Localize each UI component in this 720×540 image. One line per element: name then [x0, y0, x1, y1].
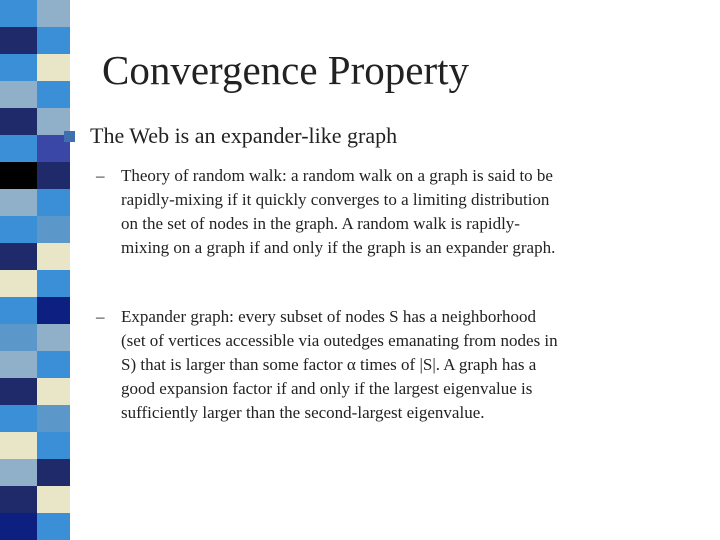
stripe-row	[0, 432, 70, 459]
stripe-cell	[37, 432, 70, 459]
stripe-cell	[0, 297, 37, 324]
stripe-cell	[0, 486, 37, 513]
stripe-row	[0, 459, 70, 486]
stripe-cell	[37, 513, 70, 540]
text-line: on the set of nodes in the graph. A random walk is rapidly-	[121, 214, 520, 233]
stripe-row	[0, 27, 70, 54]
stripe-cell	[0, 162, 37, 189]
main-bullet-text: The Web is an expander-like graph	[90, 123, 398, 148]
stripe-row	[0, 243, 70, 270]
stripe-row	[0, 0, 70, 27]
stripe-row	[0, 351, 70, 378]
stripe-cell	[0, 513, 37, 540]
stripe-cell	[0, 378, 37, 405]
stripe-cell	[37, 351, 70, 378]
stripe-cell	[0, 351, 37, 378]
stripe-cell	[0, 135, 37, 162]
text-line: (set of vertices accessible via outedges emanating from nodes in	[121, 331, 558, 350]
stripe-cell	[37, 378, 70, 405]
stripe-cell	[37, 324, 70, 351]
dash-marker: –	[96, 166, 105, 185]
stripe-cell	[0, 189, 37, 216]
stripe-cell	[37, 0, 70, 27]
stripe-cell	[0, 432, 37, 459]
stripe-cell	[37, 297, 70, 324]
stripe-cell	[37, 270, 70, 297]
stripe-cell	[37, 81, 70, 108]
stripe-row	[0, 513, 70, 540]
text-line: Expander graph: every subset of nodes S has a neighborhood	[121, 307, 536, 326]
stripe-row	[0, 324, 70, 351]
stripe-row	[0, 108, 70, 135]
stripe-row	[0, 189, 70, 216]
text-line: sufficiently larger than the second-largest eigenvalue.	[121, 403, 485, 422]
stripe-cell	[0, 0, 37, 27]
stripe-cell	[0, 216, 37, 243]
stripe-row	[0, 297, 70, 324]
stripe-row	[0, 54, 70, 81]
stripe-row	[0, 135, 70, 162]
stripe-cell	[37, 405, 70, 432]
square-bullet-icon	[64, 131, 75, 142]
decorative-stripe-bar	[0, 0, 70, 540]
stripe-cell	[0, 270, 37, 297]
text-line: good expansion factor if and only if the largest eigenvalue is	[121, 379, 533, 398]
text-line: mixing on a graph if and only if the graph is an expander graph.	[121, 238, 556, 257]
stripe-cell	[37, 27, 70, 54]
text-line: S) that is larger than some factor α times of |S|. A graph has a	[121, 355, 537, 374]
stripe-cell	[37, 459, 70, 486]
stripe-cell	[37, 189, 70, 216]
stripe-cell	[0, 54, 37, 81]
stripe-cell	[37, 486, 70, 513]
stripe-row	[0, 378, 70, 405]
text-line: rapidly-mixing if it quickly converges to a limiting distribution	[121, 190, 550, 209]
stripe-cell	[0, 243, 37, 270]
stripe-row	[0, 486, 70, 513]
stripe-cell	[0, 27, 37, 54]
stripe-row	[0, 162, 70, 189]
sub-bullet-text	[121, 164, 641, 260]
dash-marker: –	[96, 307, 105, 326]
slide-title: Convergence Property	[102, 47, 469, 93]
stripe-cell	[37, 243, 70, 270]
stripe-row	[0, 81, 70, 108]
stripe-row	[0, 216, 70, 243]
stripe-cell	[0, 324, 37, 351]
stripe-cell	[0, 108, 37, 135]
stripe-cell	[37, 54, 70, 81]
stripe-row	[0, 270, 70, 297]
stripe-row	[0, 405, 70, 432]
stripe-cell	[0, 405, 37, 432]
stripe-cell	[37, 216, 70, 243]
stripe-cell	[0, 459, 37, 486]
sub-bullet-text	[121, 305, 641, 425]
text-line: Theory of random walk: a random walk on a graph is said to be	[121, 166, 553, 185]
stripe-cell	[37, 162, 70, 189]
stripe-cell	[0, 81, 37, 108]
